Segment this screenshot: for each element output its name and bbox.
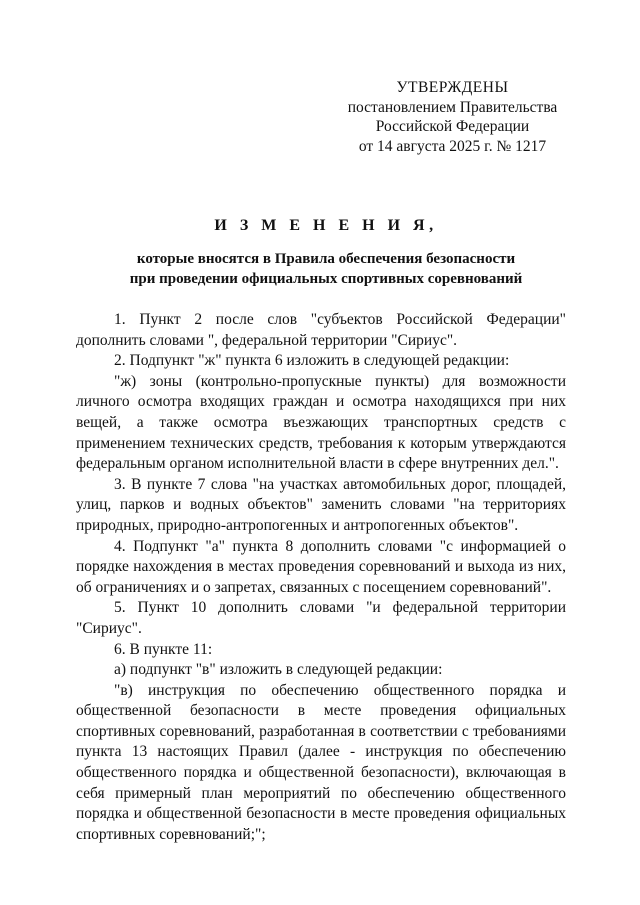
approval-line: постановлением Правительства [347, 98, 558, 116]
paragraph: 1. Пункт 2 после слов "субъектов Российской Федерации" дополнить словами ", федеральной территории "Сириус". [76, 311, 566, 349]
paragraph: 4. Подпункт "а" пункта 8 дополнить словами "с информацией о порядке нахождения в местах проведения соревнований и выхода из них, об ограничениях и о запретах, связанных с посещением соревнований". [76, 537, 566, 596]
document-body [76, 310, 566, 845]
approval-stamp: УТВЕРЖДЕНЫ [396, 79, 509, 96]
approval-date: от 14 августа 2025 г. № 1217 [358, 137, 547, 155]
paragraph: 5. Пункт 10 дополнить словами "и федеральной территории "Сириус". [76, 599, 566, 637]
approval-block [330, 78, 575, 156]
paragraph: а) подпункт "в" изложить в следующей редакции: [114, 661, 443, 679]
subtitle-line: при проведении официальных спортивных соревнований [129, 270, 523, 287]
approval-line: Российской Федерации [375, 118, 530, 135]
paragraph: 3. В пункте 7 слова "на участках автомобильных дорог, площадей, улиц, парков и водных объектов" заменить словами "на территориях природных, природно-антропогенных и антропогенных объектов". [76, 475, 566, 534]
subtitle-line: которые вносятся в Правила обеспечения безопасности [136, 251, 516, 267]
document-title [76, 216, 576, 289]
paragraph: "в) инструкция по обеспечению общественного порядка и общественной безопасности в месте проведения официальных спортивных соревнований, разработанная в соответствии с требованиями пункта 13 настоящих Правил (далее - инструкция по обеспечению общественного порядка и общественной безопасности), включающая в себя примерный план мероприятий по обеспечению общественного порядка и общественной безопасности в месте проведения официальных спортивных соревнований;"; [76, 681, 566, 843]
paragraph: 6. В пункте 11: [114, 640, 213, 658]
paragraph: "ж) зоны (контрольно-пропускные пункты) для возможности личного осмотра входящих граждан и осмотра находящихся при них вещей, а также осмотра въезжающих транспортных средств с применением технических средств, требования к которым утверждаются федеральным органом исполнительной власти в сфере внутренних дел.". [76, 372, 566, 473]
title-main: И З М Е Н Е Н И Я, [214, 217, 438, 234]
title-subtitle [76, 250, 576, 289]
paragraph: 2. Подпункт "ж" пункта 6 изложить в следующей редакции: [114, 352, 510, 370]
